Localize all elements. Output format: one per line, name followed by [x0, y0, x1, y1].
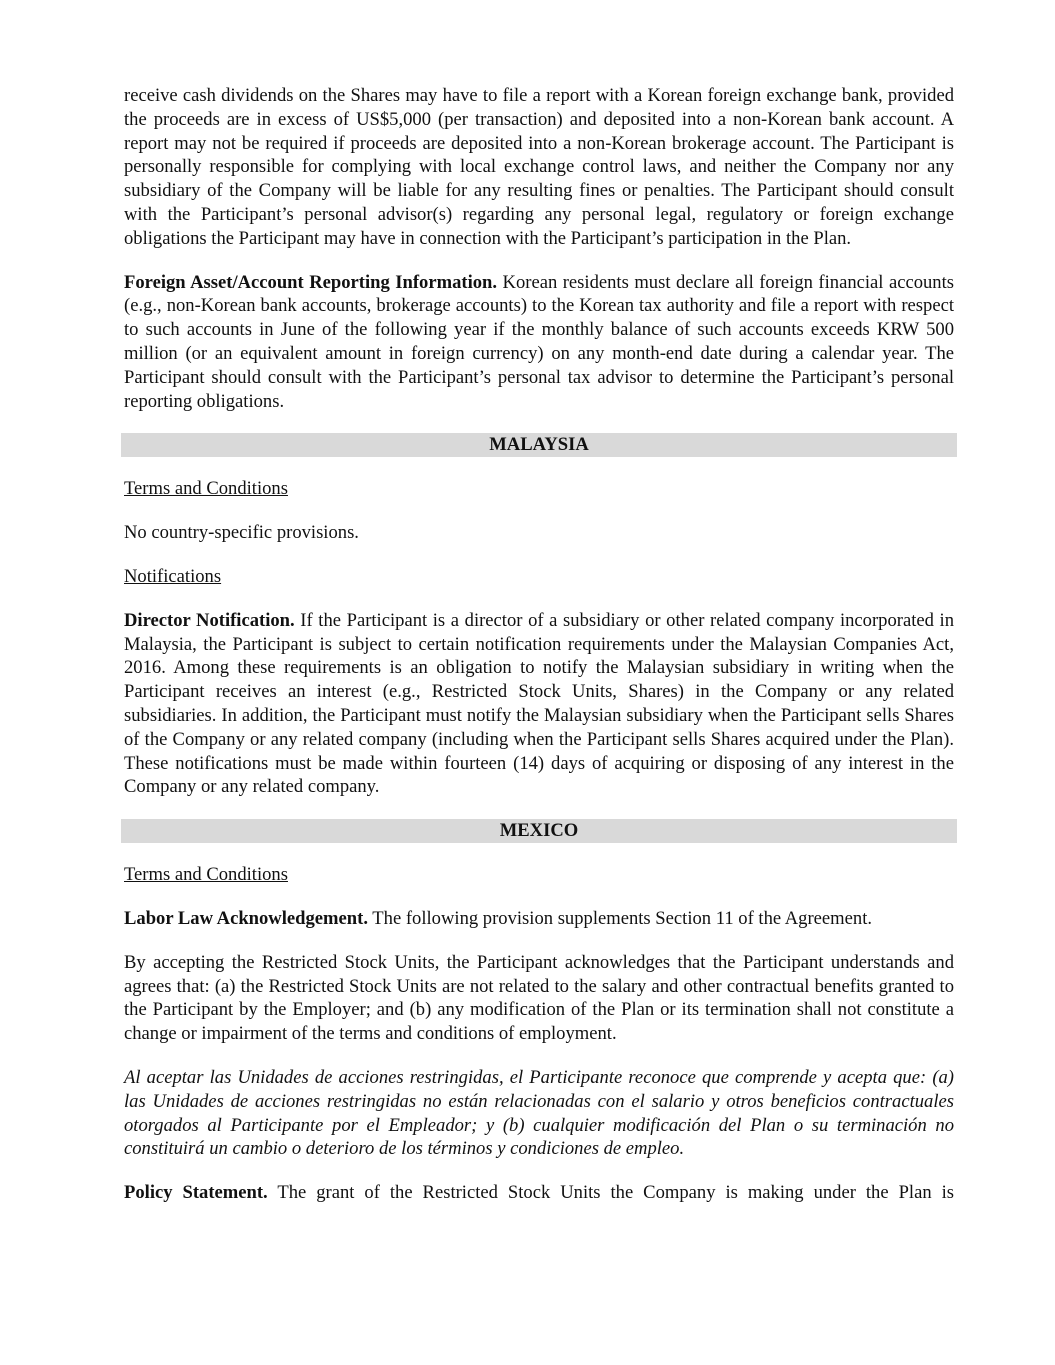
paragraph-foreign-asset-reporting [124, 271, 954, 414]
section-header-malaysia: MALAYSIA [121, 433, 957, 457]
text-policy-statement: The grant of the Restricted Stock Units the Company is making under the Plan is [267, 1182, 954, 1204]
document-page [124, 84, 954, 1225]
paragraph-labor-law-acknowledgement [124, 907, 954, 931]
subheading-malaysia-terms [124, 477, 954, 501]
subheading-malaysia-notifications [124, 565, 954, 589]
malaysia-notifications-label: Notifications [124, 565, 222, 587]
heading-foreign-asset-reporting: Foreign Asset/Account Reporting Information. [124, 271, 498, 293]
malaysia-terms-label: Terms and Conditions [124, 478, 288, 500]
paragraph-acceptance-english: By accepting the Restricted Stock Units, the Participant acknowledges that the Participant understands and agrees that: (a) the Restricted Stock Units are not related to the salary and other contractual benefits granted to the Participant by the Employer; and (b) any modification of the Plan or its termination shall not constitute a change or impairment of the terms and conditions of employment. [124, 951, 954, 1045]
heading-labor-law-acknowledgement: Labor Law Acknowledgement. [124, 907, 368, 929]
paragraph-acceptance-spanish: Al aceptar las Unidades de acciones restringidas, el Participante reconoce que comprende y acepta que: (a) las Unidades de acciones restringidas no están relacionadas con el salario y otros beneficios contractuales otorgados al Participante por el Empleador; y (b) cualquier modificación del Plan o su terminación no constituirá un cambio o deterioro de los términos y condiciones de empleo. [124, 1066, 954, 1160]
text-labor-law-acknowledgement: The following provision supplements Section 11 of the Agreement. [367, 907, 873, 929]
mexico-terms-label: Terms and Conditions [124, 864, 288, 886]
text-director-notification: If the Participant is a director of a subsidiary or other related company incorporated in Malaysia, the Participant is subject to certain notification requirements under the Malaysian Companies Act, 2016. Among these requirements is an obligation to notify the Malaysian subsidiary in writing when the Participant receives an interest (e.g., Restricted Stock Units, Shares) in the Company or any related subsidiaries. In addition, the Participant must notify the Malaysian subsidiary when the Participant sells Shares of the Company or any related company (including when the Participant sells Shares acquired under the Plan). These notifications must be made within fourteen (14) days of acquiring or disposing of any interest in the Company or any related company. [124, 609, 954, 798]
paragraph-policy-statement [124, 1181, 954, 1205]
heading-policy-statement: Policy Statement. [124, 1182, 268, 1204]
paragraph-malaysia-no-provisions: No country-specific provisions. [124, 522, 359, 544]
section-header-mexico: MEXICO [121, 819, 957, 843]
subheading-mexico-terms [124, 863, 954, 887]
paragraph-director-notification [124, 609, 954, 799]
text-foreign-asset-reporting: Korean residents must declare all foreign financial accounts (e.g., non-Korean bank accounts, brokerage accounts) to the Korean tax authority and file a report with respect to such accounts in June of the following year if the monthly balance of such accounts exceeds KRW 500 million (or an equivalent amount in foreign currency) on any month-end date during a calendar year. The Participant should consult with the Participant’s personal tax advisor to determine the Participant’s personal reporting obligations. [124, 271, 955, 412]
heading-director-notification: Director Notification. [124, 609, 295, 631]
paragraph-korea-exchange-control: receive cash dividends on the Shares may have to file a report with a Korean foreign exchange bank, provided the proceeds are in excess of US$5,000 (per transaction) and deposited into a non-Korean bank account. A report may not be required if proceeds are deposited into a non-Korean brokerage account. The Participant is personally responsible for complying with local exchange control laws, and neither the Company nor any subsidiary of the Company will be liable for any resulting fines or penalties. The Participant should consult with the Participant’s personal advisor(s) regarding any personal legal, regulatory or foreign exchange obligations the Participant may have in connection with the Participant’s participation in the Plan. [124, 85, 954, 249]
